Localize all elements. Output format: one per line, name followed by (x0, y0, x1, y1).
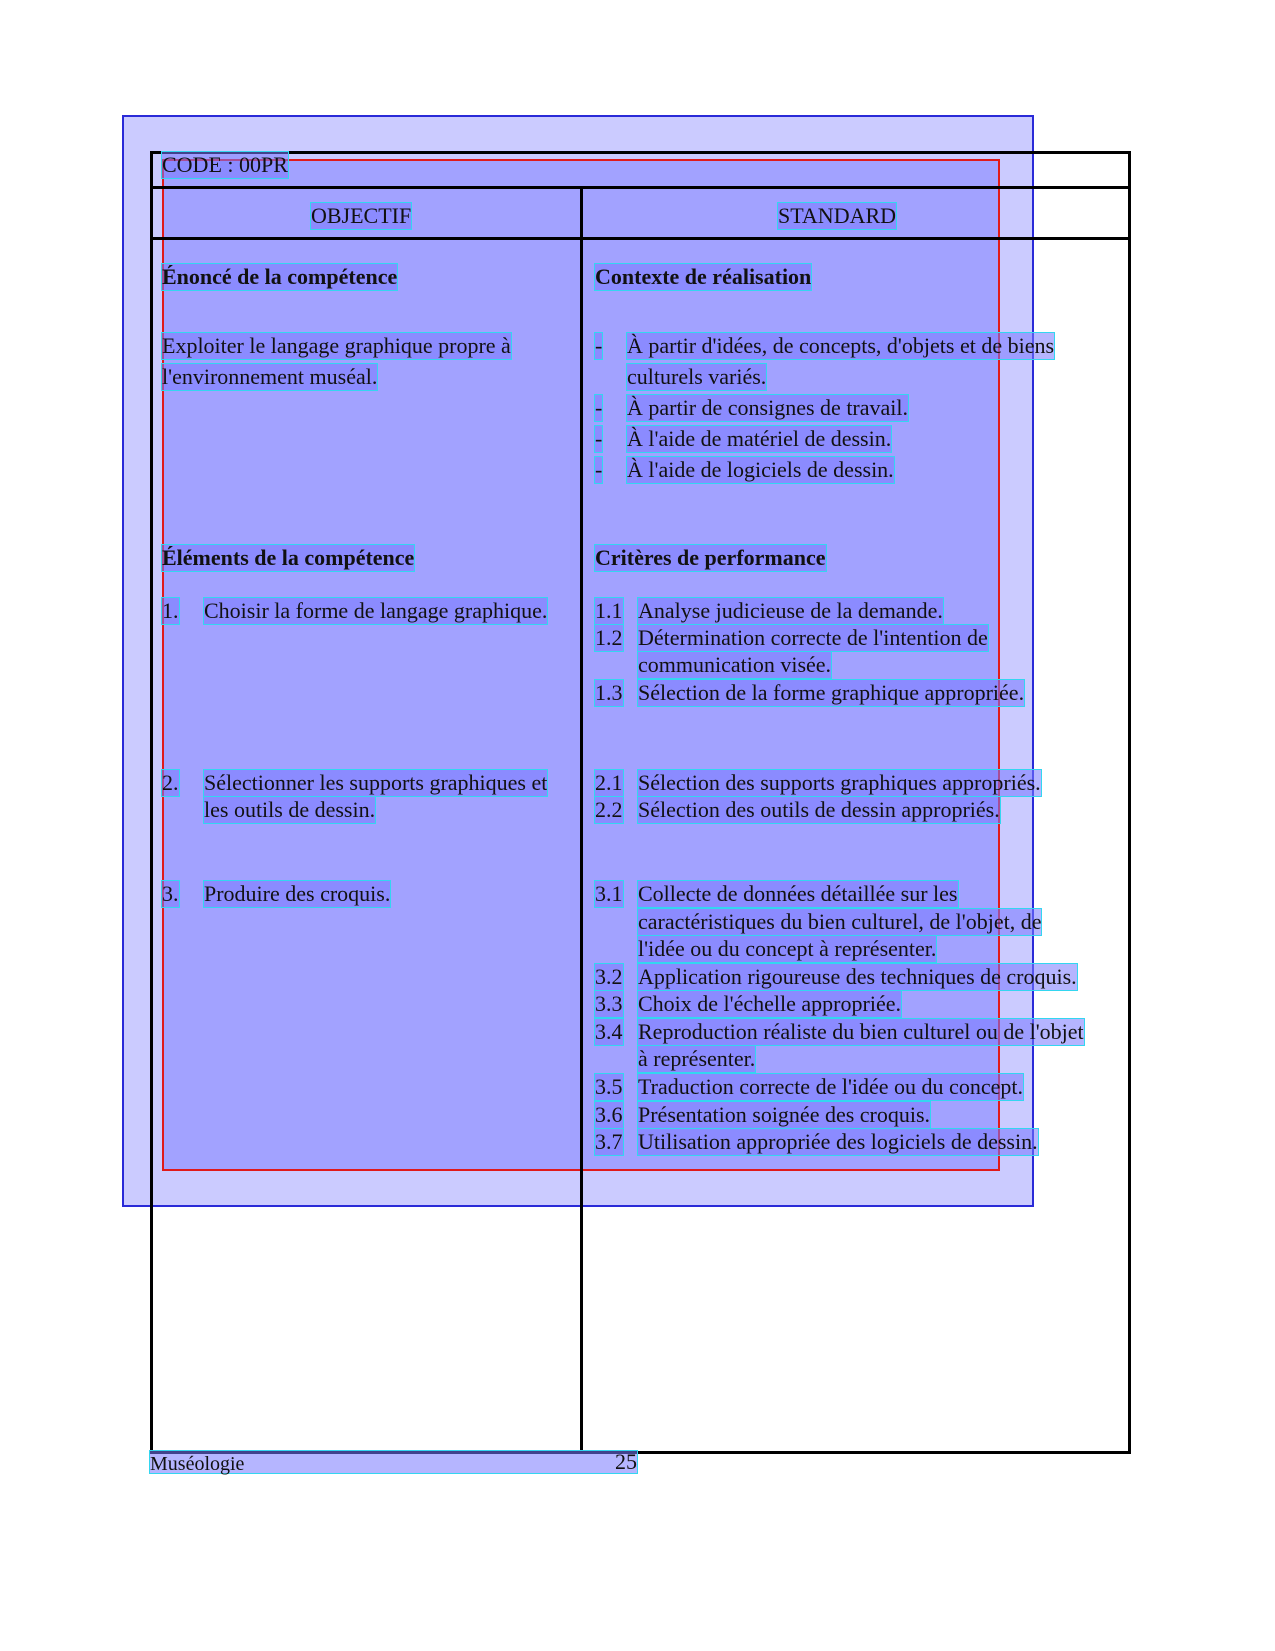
page-number: 25 (615, 1449, 637, 1474)
element-line: Produire des croquis. (204, 881, 391, 906)
element-line: les outils de dessin. (204, 797, 376, 822)
critere-line: l'idée ou du concept à représenter. (638, 936, 937, 961)
contexte-title: Contexte de réalisation (595, 264, 812, 289)
critere-line: Application rigoureuse des techniques de croquis. (638, 964, 1077, 989)
critere-line: Présentation soignée des croquis. (638, 1102, 931, 1127)
element-number: 2. (162, 770, 179, 795)
contexte-item-line: À l'aide de matériel de dessin. (627, 426, 892, 451)
contexte-item-line: À l'aide de logiciels de dessin. (627, 457, 894, 482)
critere-number: 3.6 (595, 1102, 623, 1127)
critere-line: Analyse judicieuse de la demande. (638, 598, 943, 623)
critere-line: communication visée. (638, 652, 832, 677)
table-column-divider (580, 186, 583, 1454)
critere-number: 1.1 (595, 598, 623, 623)
critere-line: caractéristiques du bien culturel, de l'objet, de (638, 909, 1042, 934)
critere-line: à représenter. (638, 1046, 756, 1071)
critere-line: Sélection des supports graphiques appropriés. (638, 770, 1041, 795)
element-line: Choisir la forme de langage graphique. (204, 598, 548, 623)
critere-line: Choix de l'échelle appropriée. (638, 991, 901, 1016)
header-standard: STANDARD (778, 203, 897, 228)
table-rule-header (150, 237, 1131, 240)
critere-line: Sélection des outils de dessin appropriés. (638, 797, 1000, 822)
critere-number: 3.2 (595, 964, 623, 989)
critere-line: Sélection de la forme graphique appropriée. (638, 680, 1025, 705)
contexte-bullet: - (595, 426, 603, 451)
critere-number: 2.2 (595, 797, 623, 822)
contexte-bullet: - (595, 395, 603, 420)
critere-line: Reproduction réaliste du bien culturel ou de l'objet (638, 1019, 1084, 1044)
contexte-item-line: À partir d'idées, de concepts, d'objets et de biens (627, 333, 1055, 358)
table-rule-code (150, 186, 1131, 189)
header-objectif: OBJECTIF (311, 203, 412, 228)
critere-number: 3.3 (595, 991, 623, 1016)
contexte-item-line: À partir de consignes de travail. (627, 395, 909, 420)
critere-number: 1.2 (595, 625, 623, 650)
critere-number: 3.4 (595, 1019, 623, 1044)
critere-number: 3.1 (595, 881, 623, 906)
enonce-line: Exploiter le langage graphique propre à (162, 333, 511, 358)
critere-line: Détermination correcte de l'intention de (638, 625, 988, 650)
elements-title: Éléments de la compétence (162, 545, 415, 570)
critere-number: 2.1 (595, 770, 623, 795)
element-line: Sélectionner les supports graphiques et (204, 770, 548, 795)
critere-number: 3.5 (595, 1074, 623, 1099)
critere-line: Utilisation appropriée des logiciels de dessin. (638, 1129, 1038, 1154)
contexte-item-line: culturels variés. (627, 364, 767, 389)
critere-line: Traduction correcte de l'idée ou du concept. (638, 1074, 1023, 1099)
critere-number: 3.7 (595, 1129, 623, 1154)
element-number: 1. (162, 598, 179, 623)
contexte-bullet: - (595, 457, 603, 482)
critere-line: Collecte de données détaillée sur les (638, 881, 958, 906)
contexte-bullet: - (595, 333, 603, 358)
enonce-line: l'environnement muséal. (162, 364, 378, 389)
critere-number: 1.3 (595, 680, 623, 705)
footer-left: Muséologie (150, 1453, 245, 1475)
element-number: 3. (162, 881, 179, 906)
enonce-title: Énoncé de la compétence (162, 264, 398, 289)
code-label: CODE : 00PR (162, 152, 288, 177)
criteres-title: Critères de performance (595, 545, 826, 570)
footer-bar (150, 1451, 637, 1473)
